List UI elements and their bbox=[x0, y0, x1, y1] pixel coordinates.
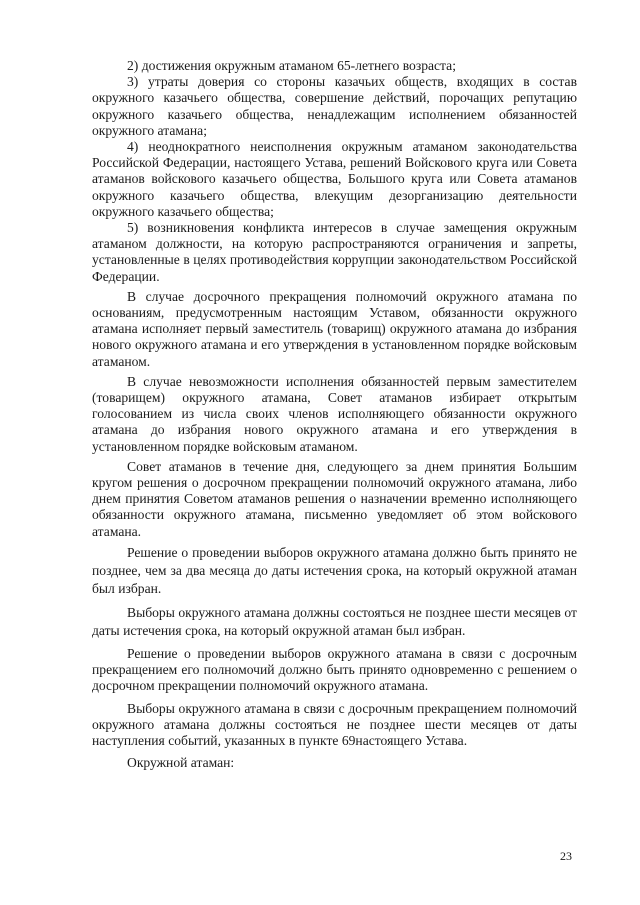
paragraph-early-election-decision: Решение о проведении выборов окружного атамана в связи с досрочным прекращением его полномочий должно быть принято одновременно с решением о досрочном прекращении полномочий окружного атамана. bbox=[92, 645, 577, 694]
paragraph-item-3: 3) утраты доверия со стороны казачьих обществ, входящих в состав окружного казачьего общества, совершение действий, порочащих репутацию окружного казачьего общества, ненадлежащим исполнением обязанностей окружного атамана; bbox=[92, 74, 577, 138]
page-number: 23 bbox=[560, 849, 572, 863]
paragraph-election-deadline: Выборы окружного атамана должны состояться не позднее шести месяцев от даты истечения срока, на который окружной атаман был избран. bbox=[92, 604, 577, 638]
paragraph-district-ataman: Окружной атаман: bbox=[127, 755, 235, 771]
paragraph-item-5: 5) возникновения конфликта интересов в случае замещения окружным атаманом должности, на которую распространяются ограничения и запреты, установленные в целях противодействия коррупции законодательством Российской Федерации. bbox=[92, 220, 577, 284]
paragraph-item-2: 2) достижения окружным атаманом 65-летнего возраста; bbox=[127, 58, 456, 73]
paragraph-item-4: 4) неоднократного неисполнения окружным атаманом законодательства Российской Федерации, настоящего Устава, решений Войскового круга или Совета атаманов войскового казачьего общества, Большого круга или Совета атаманов окружного казачьего общества, влекущим дезорганизацию деятельности окружного казачьего общества; bbox=[92, 139, 577, 219]
paragraph-impossibility: В случае невозможности исполнения обязанностей первым заместителем (товарищем) окружного атамана, Совет атаманов избирает открытым голосованием из числа своих членов исполняющего обязанности окружного атамана до избрания нового окружного атамана и его утверждения в установленном порядке войсковым атаманом. bbox=[92, 373, 577, 454]
paragraph-early-election-deadline: Выборы окружного атамана в связи с досрочным прекращением полномочий окружного атамана должны состояться не позднее шести месяцев от даты наступления событий, указанных в пункте 69настоящего Устава. bbox=[92, 700, 577, 748]
paragraph-election-decision: Решение о проведении выборов окружного атамана должно быть принято не позднее, чем за два месяца до даты истечения срока, на который окружной атаман был избран. bbox=[92, 544, 577, 596]
document-body bbox=[92, 58, 577, 771]
paragraph-early-termination: В случае досрочного прекращения полномочий окружного атамана по основаниям, предусмотренным настоящим Уставом, обязанности окружного атамана исполняет первый заместитель (товарищ) окружного атамана до избрания нового окружного атамана и его утверждения в установленном порядке войсковым атаманом. bbox=[92, 288, 577, 369]
paragraph-council-notice: Совет атаманов в течение дня, следующего за днем принятия Большим кругом решения о досрочном прекращении полномочий окружного атамана, либо днем принятия Советом атаманов решения о назначении временно исполняющего обязанности окружного атамана, письменно уведомляет об этом войскового атамана. bbox=[92, 458, 577, 539]
